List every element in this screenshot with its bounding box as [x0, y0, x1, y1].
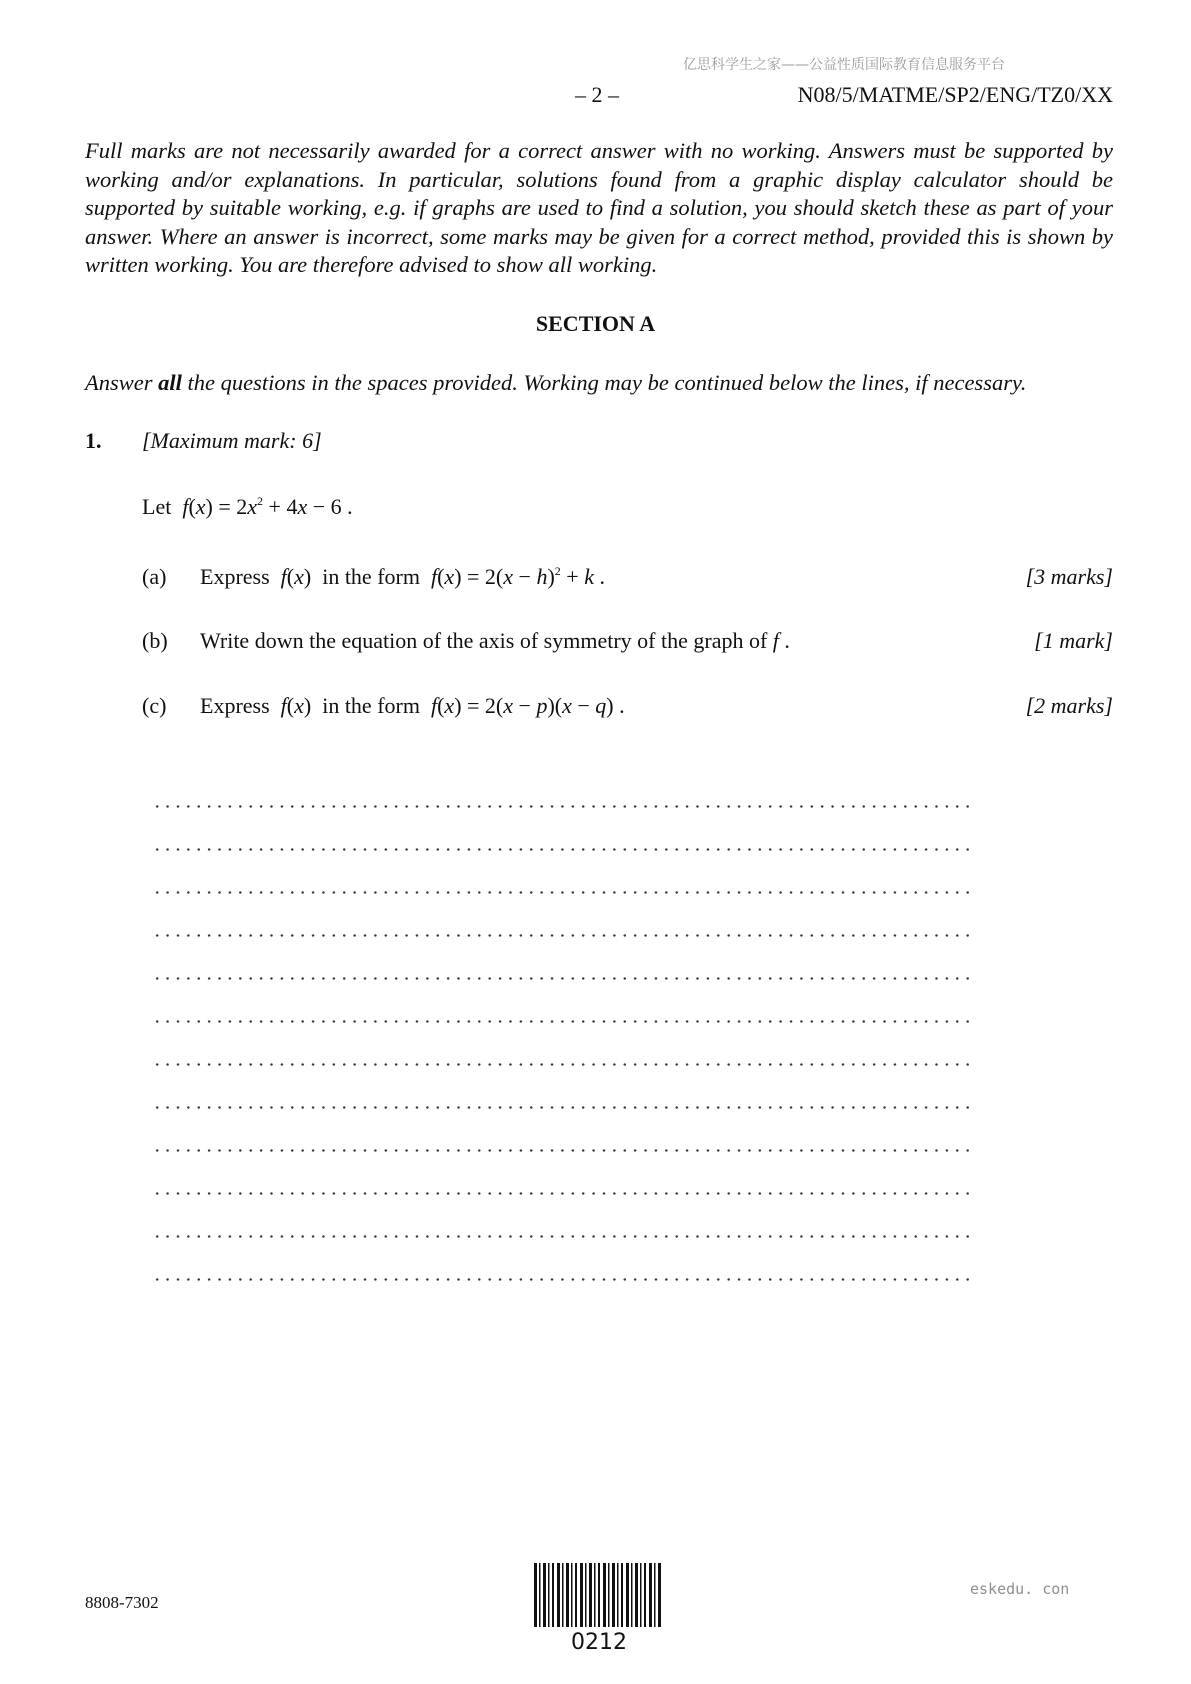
instructions-emphasis: all — [158, 370, 182, 395]
answer-line[interactable] — [152, 1043, 972, 1086]
footer-watermark: eskedu. con — [970, 1580, 1070, 1598]
part-c-label: (c) — [142, 693, 167, 718]
section-title: SECTION A — [535, 311, 656, 336]
answer-lines[interactable] — [152, 785, 972, 1301]
question-number: 1. — [85, 428, 102, 453]
part-c-text: Express f(x) in the form f(x) = 2(x − p)(x − q) . — [200, 693, 625, 718]
part-b-text: Write down the equation of the axis of symmetry of the graph of f . — [200, 628, 790, 653]
answer-line[interactable] — [152, 1258, 972, 1301]
answer-line[interactable] — [152, 828, 972, 871]
answer-line[interactable] — [152, 1086, 972, 1129]
answer-line[interactable] — [152, 914, 972, 957]
exam-code: N08/5/MATME/SP2/ENG/TZ0/XX — [797, 82, 1113, 107]
part-c-marks: [2 marks] — [1025, 693, 1113, 718]
answer-line[interactable] — [152, 871, 972, 914]
answer-line[interactable] — [152, 957, 972, 1000]
part-b-marks: [1 mark] — [1034, 628, 1113, 653]
answer-line[interactable] — [152, 1215, 972, 1258]
part-a-marks: [3 marks] — [1025, 564, 1113, 589]
answer-line[interactable] — [152, 1172, 972, 1215]
question-max-mark: [Maximum mark: 6] — [142, 428, 322, 453]
answer-line[interactable] — [152, 785, 972, 828]
barcode-number: 0212 — [571, 1630, 627, 1655]
answer-line[interactable] — [152, 1000, 972, 1043]
intro-instructions: Full marks are not necessarily awarded for a correct answer with no working. Answers must be supported by working and/or explanations. In particular, solutions found from a graphic display calculator should be supported by suitable working, e.g. if graphs are used to find a solution, you should sketch these as part of your answer. Where an answer is incorrect, some marks may be given for a correct method, provided this is shown by written working. You are therefore advised to show all working. — [85, 138, 1113, 277]
paper-code: 8808-7302 — [85, 1593, 159, 1612]
barcode — [534, 1563, 664, 1627]
part-a-text: Express f(x) in the form $f(x) = 2(x - h)^2 + k$ . — [200, 564, 605, 589]
page-number: – 2 – — [575, 82, 619, 107]
answer-line[interactable] — [152, 1129, 972, 1172]
question-stem: Let $f(x) = 2x^2 + 4x - 6$ . — [142, 494, 353, 519]
part-b-label: (b) — [142, 628, 168, 653]
part-a-label: (a) — [142, 564, 167, 589]
header-watermark: 亿思科学生之家——公益性质国际教育信息服务平台 — [683, 57, 1005, 73]
section-instructions: Answer all the questions in the spaces provided. Working may be continued below the lines, if necessary. — [85, 370, 1027, 395]
